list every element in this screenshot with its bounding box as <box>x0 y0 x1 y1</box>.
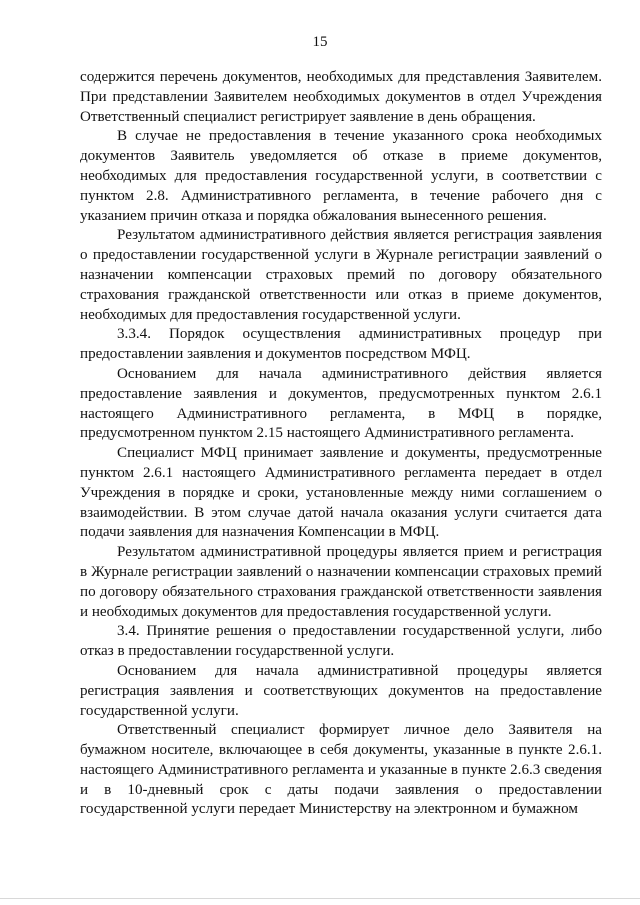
section-heading-3-3-4: 3.3.4. Порядок осуществления административных процедур при предоставлении заявления и документов посредством МФЦ. <box>80 326 602 363</box>
paragraph-continuation: содержится перечень документов, необходимых для представления Заявителем. При представлении Заявителем необходимых документов в отдел Учреждения Ответственный специалист регистрирует заявление в день обращения. <box>80 69 602 125</box>
paragraph-personal-file: Ответственный специалист формирует личное дело Заявителя на бумажном носителе, включающее в себя документы, указанные в пункте 2.6.1. настоящего Административного регламента и указанные в пункте 2.6.3 сведения и в 10-дневный срок с даты подачи заявления о предоставлении государственной услуги передает Министерству на электронном и бумажном <box>80 722 602 818</box>
section-heading-3-4: 3.4. Принятие решения о предоставлении государственной услуги, либо отказ в предоставлении государственной услуги. <box>80 623 602 660</box>
paragraph-mfc-basis: Основанием для начала административного действия является предоставление заявления и документов, предусмотренных пунктом 2.6.1 настоящего Административного регламента, в МФЦ в порядке, предусмотренном пунктом 2.15 настоящего Административного регламента. <box>80 365 602 442</box>
paragraph-mfc-specialist: Специалист МФЦ принимает заявление и документы, предусмотренные пунктом 2.6.1 настоящего Административного регламента передает в отдел Учреждения в порядке и сроки, установленные между ними соглашением о взаимодействии. В этом случае датой начала оказания услуги считается дата подачи заявления для назначения Компенсации в МФЦ. <box>80 445 602 541</box>
paragraph-registration-result: Результатом административного действия является регистрация заявления о предоставлении государственной услуги в Журнале регистрации заявлений о назначении компенсации страховых премий по договору обязательного страхования гражданской ответственности или отказ в приеме документов, необходимых для предоставления государственной услуги. <box>80 227 602 323</box>
paragraph-mfc-result: Результатом административной процедуры является прием и регистрация в Журнале регистрации заявлений о назначении компенсации страховых премий по договору обязательного страхования гражданской ответственности заявления и необходимых документов для предоставления государственной услуги. <box>80 544 602 620</box>
page-number: 15 <box>312 34 328 50</box>
scan-edge-line <box>0 898 640 899</box>
paragraph-decision-basis: Основанием для начала административной процедуры является регистрация заявления и соответствующих документов на предоставление государственной услуги. <box>80 662 602 719</box>
document-body <box>80 68 602 820</box>
paragraph-refusal-notice: В случае не предоставления в течение указанного срока необходимых документов Заявитель уведомляется об отказе в приеме документов, необходимых для предоставления государственной услуги, в соответствии с пунктом 2.8. Административного регламента, в течение рабочего дня с указанием причин отказа и порядка обжалования вынесенного решения. <box>80 128 602 224</box>
